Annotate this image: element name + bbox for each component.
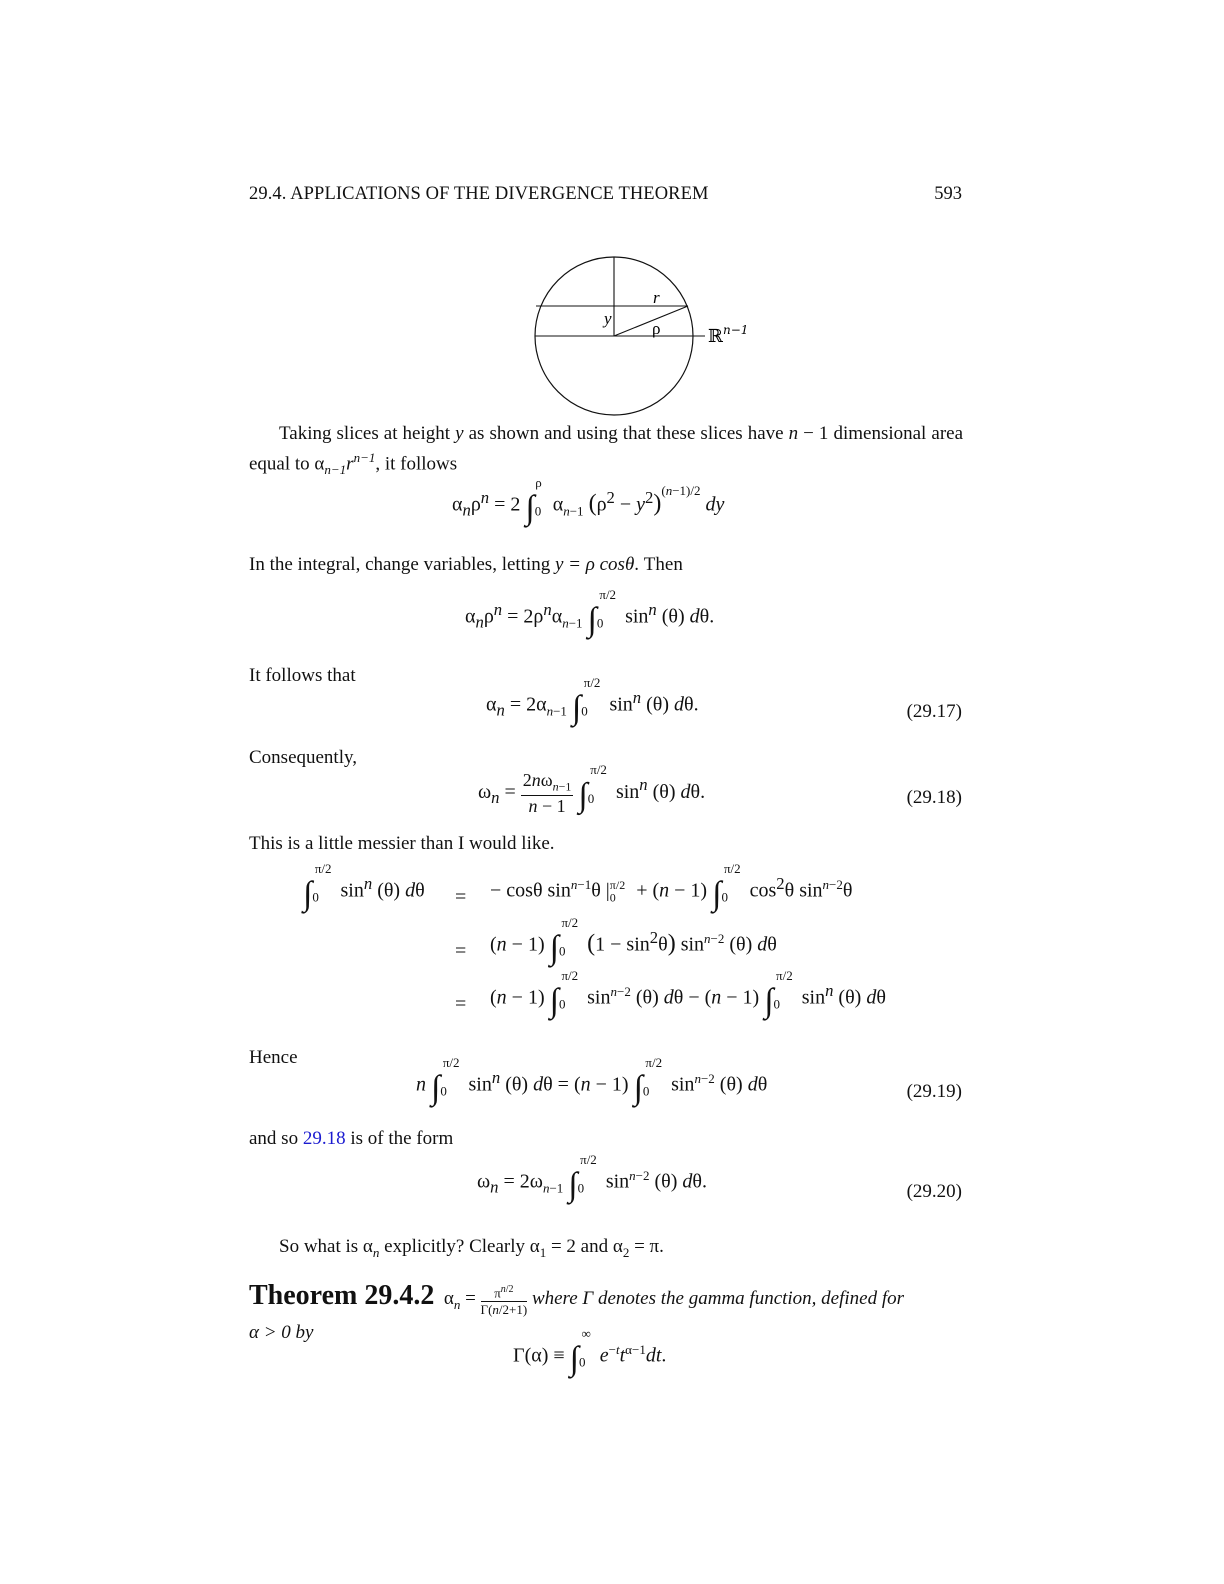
text: = 2 and α bbox=[546, 1236, 623, 1257]
equation-number-29-20: (29.20) bbox=[906, 1181, 962, 1202]
derivation-rhs-3: (n − 1) $\int_0^{\pi/2}$ $\sin^{n-2} (\theta) d\theta - (n - 1)$ $\int_0^{\pi/2}$ $\sin^n (\theta)$ dθ bbox=[490, 968, 886, 1020]
text: , it follows bbox=[375, 453, 458, 475]
math-inline: y = ρ cosθ bbox=[555, 554, 635, 575]
sphere-slice-figure bbox=[525, 250, 765, 422]
subscript: n−1 bbox=[324, 462, 347, 478]
label-rho: ρ bbox=[652, 319, 661, 338]
page-number: 593 bbox=[934, 184, 962, 204]
equation-number-29-17: (29.17) bbox=[906, 701, 962, 722]
equation-number-29-19: (29.19) bbox=[906, 1081, 962, 1102]
paragraph-consequently: Consequently, bbox=[249, 747, 358, 768]
derivation-eq-3: = bbox=[455, 993, 467, 1015]
theorem-body-a: where Γ denotes the gamma function, defined for bbox=[531, 1288, 905, 1309]
paragraph-slices bbox=[249, 422, 963, 482]
superscript: n−1 bbox=[353, 450, 376, 465]
subscript: 2 bbox=[622, 1244, 630, 1260]
var-n: n bbox=[788, 423, 799, 444]
derivation-line-1: $\int_0^{\pi/2}$ $\sin^n (\theta)$ dθ bbox=[303, 861, 425, 913]
paragraph-explicit bbox=[249, 1235, 963, 1265]
label-space-r: ℝ bbox=[708, 326, 723, 347]
paragraph-messier: This is a little messier than I would like. bbox=[249, 833, 555, 854]
label-y: y bbox=[604, 309, 612, 328]
equation-change: $\alpha_n\rho^n = 2\rho^n\alpha_{n-1}$ $\int_0^{\pi/2}$ $\sin^n (\theta)$ dθ. bbox=[465, 587, 715, 639]
label-r: r bbox=[653, 288, 660, 307]
theorem-29-4-2: Theorem 29.4.2 $\alpha_n$ = $\frac{\pi^{n/2}}{\Gamma(n/2+1)}$ where Γ denotes the gamma function, defined for α > 0 by bbox=[249, 1280, 905, 1343]
radius-line bbox=[614, 306, 688, 336]
theorem-body-b: α > 0 by bbox=[249, 1321, 314, 1343]
derivation-eq-2: = bbox=[455, 940, 467, 962]
text: So what is α bbox=[279, 1236, 373, 1257]
theorem-title: Theorem 29.4.2 bbox=[249, 1280, 435, 1311]
paragraph-and-so bbox=[249, 1127, 963, 1151]
subscript: 1 bbox=[539, 1244, 547, 1260]
derivation-rhs-1: − cosθ $\sin^{n-1}\theta$ $|_0^{\pi/2} + (n - 1)$ $\int_0^{\pi/2}$ $\cos^2\theta$ $\sin^{n-2}\theta$ bbox=[490, 861, 853, 913]
var-y: y bbox=[455, 423, 464, 444]
text: − 1 dimensional area equal to α bbox=[249, 423, 964, 475]
text: = π. bbox=[629, 1236, 664, 1257]
text: In the integral, change variables, letting bbox=[249, 554, 555, 575]
text: and so bbox=[249, 1128, 303, 1149]
text: is of the form bbox=[345, 1128, 454, 1149]
derivation-eq-1: = bbox=[455, 886, 467, 908]
equation-number-29-18: (29.18) bbox=[906, 787, 962, 808]
text: explicitly? Clearly α bbox=[379, 1236, 540, 1257]
text: . Then bbox=[634, 554, 683, 575]
text: Taking slices at height bbox=[279, 423, 456, 444]
paragraph-follows: It follows that bbox=[249, 665, 356, 686]
equation-gamma: $\Gamma(\alpha) \equiv \int_0^\infty$ $e^{-t}t^{\alpha-1}dt$. bbox=[513, 1326, 667, 1378]
equation-29-20: $\omega_n = 2\omega_{n-1}$ $\int_0^{\pi/2}$ $\sin^{n-2} (\theta)$ dθ. bbox=[477, 1152, 707, 1204]
equation-29-18: $\omega_n$ = $2n\omega_{n-1}$ n − 1 $\int_0^{\pi/2}$ $\sin^n (\theta)$ dθ. bbox=[478, 762, 706, 816]
running-header: 29.4. APPLICATIONS OF THE DIVERGENCE THEOREM bbox=[249, 184, 709, 204]
paragraph-change-variables bbox=[249, 553, 963, 577]
text: as shown and using that these slices have bbox=[463, 423, 789, 444]
equation-slices: $\alpha_n\rho^n = 2$ $\int_0^\rho$ $\alpha_{n-1}$ $(\rho^2 - y^2)^{(n-1)/2}$ dy bbox=[452, 475, 725, 527]
subscript: n bbox=[372, 1244, 380, 1260]
var-r: r bbox=[346, 453, 354, 475]
paragraph-hence: Hence bbox=[249, 1047, 298, 1068]
derivation-rhs-2: (n − 1) $\int_0^{\pi/2}$ $(1 - \sin^2\theta)$ $\sin^{n-2} (\theta)$ dθ bbox=[490, 915, 777, 967]
equation-29-17: $\alpha_n = 2\alpha_{n-1}$ $\int_0^{\pi/2}$ $\sin^n (\theta)$ dθ. bbox=[486, 675, 699, 727]
equation-link-29-18[interactable]: 29.18 bbox=[302, 1128, 346, 1149]
equation-29-19: n $\int_0^{\pi/2}$ $\sin^n (\theta) d\theta = (n - 1)$ $\int_0^{\pi/2}$ $\sin^{n-2} (\theta)$ dθ bbox=[416, 1055, 768, 1107]
label-space bbox=[708, 323, 748, 347]
label-space-sup: n−1 bbox=[722, 323, 749, 337]
